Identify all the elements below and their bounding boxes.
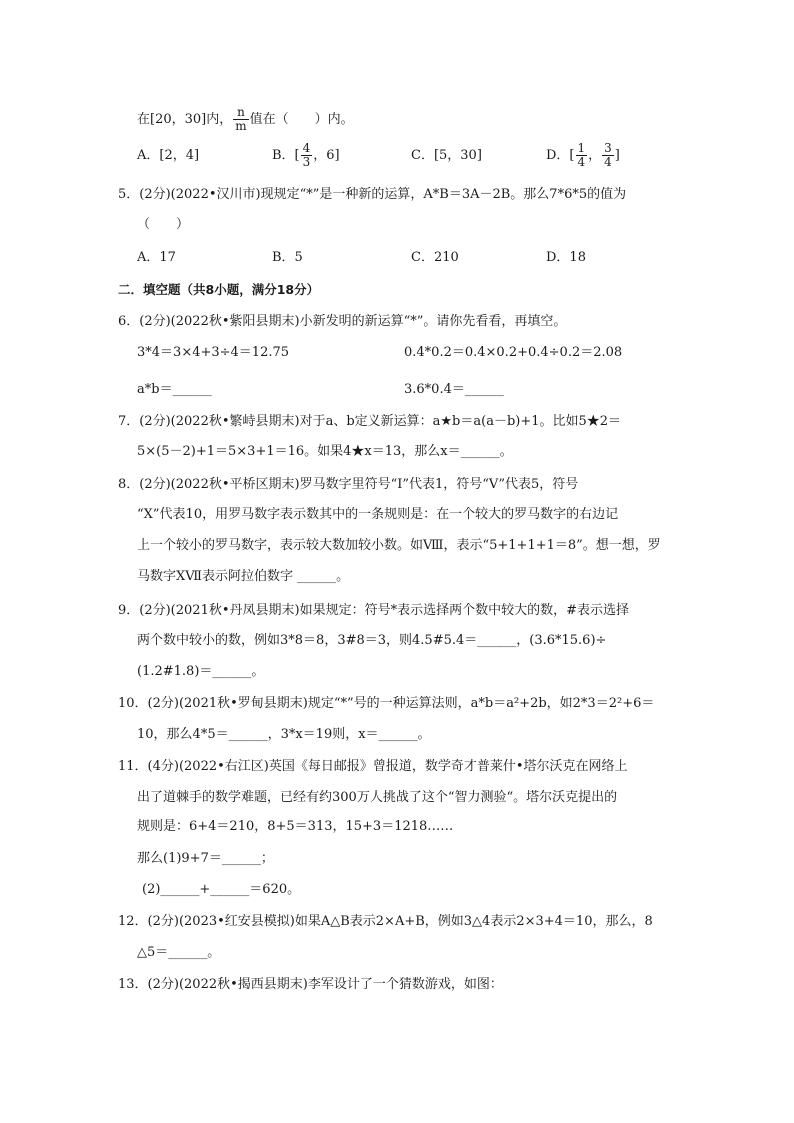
q4-option-d[interactable] bbox=[546, 142, 620, 169]
q10-line-2: 10，那么4*5＝______，3*x＝19则，x＝______。 bbox=[137, 727, 431, 742]
q5-option-b-label: B．5 bbox=[272, 250, 303, 265]
q4-option-b-den: 3 bbox=[302, 155, 311, 169]
q4-option-b-num: 4 bbox=[302, 141, 311, 155]
q8-line-4: 马数字ⅩⅦ表示阿拉伯数字 ______。 bbox=[137, 569, 350, 584]
q11-line-4: 那么(1)9+7＝______； bbox=[137, 851, 274, 866]
q5-option-d[interactable] bbox=[546, 248, 586, 268]
q12-line-2: △5＝______。 bbox=[137, 945, 221, 960]
q4-text-prefix: 在[20，30]内， bbox=[137, 112, 233, 127]
q8-line-2: “Ⅹ”代表10，用罗马数字表示数其中的一条规则是：在一个较大的罗马数字的右边记 bbox=[137, 507, 619, 522]
q4-option-d-suffix: ] bbox=[614, 148, 620, 163]
q4-option-d-num1: 1 bbox=[577, 141, 586, 155]
q4-frac-den: m bbox=[235, 119, 247, 133]
q4-stem-tail bbox=[137, 106, 354, 133]
q11-line-1: 11．(4分)(2022•右江区)英国《每日邮报》曾报道，数学奇才普莱什•塔尔沃克在网络上 bbox=[118, 759, 628, 774]
q4-option-d-den2: 4 bbox=[604, 155, 612, 169]
q5-option-c-label: C．210 bbox=[411, 250, 459, 265]
q4-option-d-prefix: D．[ bbox=[546, 148, 575, 163]
q4-option-b[interactable] bbox=[272, 142, 340, 169]
q6-stem: 6．(2分)(2022秋•紫阳县期末)小新发明的新运算“*”。请你先看看，再填空。 bbox=[118, 314, 567, 329]
q7-line-1: 7．(2分)(2022秋•繁峙县期末)对于a、b定义新运算：a★b＝a(a－b)+1。比如5★2＝ bbox=[118, 414, 622, 429]
q10-line-1: 10．(2分)(2021秋•罗甸县期末)规定“*”号的一种运算法则，a*b＝a²+2b，如2*3＝2²+6＝ bbox=[118, 696, 655, 711]
q5-option-a-label: A．17 bbox=[137, 250, 176, 265]
q4-option-d-fraction-1 bbox=[576, 142, 588, 169]
q8-line-3: 上一个较小的罗马数字，表示较大数加较小数。如Ⅷ，表示“5+1+1+1＝8”。想一想，罗 bbox=[137, 538, 661, 553]
q4-option-d-fraction-2 bbox=[602, 142, 614, 169]
q4-option-b-prefix: B．[ bbox=[272, 148, 300, 163]
q4-option-b-suffix: ，6] bbox=[313, 148, 340, 163]
q11-line-5: (2)______+______＝620。 bbox=[142, 882, 301, 897]
q6-example-left: 3*4＝3×4+3÷4＝12.75 bbox=[137, 345, 290, 360]
q4-option-c[interactable] bbox=[411, 146, 482, 166]
q5-option-b[interactable] bbox=[272, 248, 303, 268]
q4-fraction-n-over-m bbox=[233, 106, 248, 133]
q4-option-a-label: A．[2，4] bbox=[137, 148, 200, 163]
q4-option-b-fraction bbox=[301, 142, 313, 169]
q6-blank-right[interactable]: 3.6*0.4＝______ bbox=[404, 382, 504, 397]
q9-line-2: 两个数中较小的数，例如3*8＝8，3#8＝3，则4.5#5.4＝______，(3.6*15.6)÷ bbox=[137, 633, 607, 648]
q6-blank-left[interactable]: a*b＝______ bbox=[137, 382, 212, 397]
q7-line-2: 5×(5－2)+1＝5×3+1＝16。如果4★x＝13，那么x＝______。 bbox=[137, 444, 513, 459]
q5-stem: 5．(2分)(2022•汉川市)现规定“*”是一种新的运算，A*B＝3A－2B。那么7*6*5的值为 bbox=[118, 187, 627, 202]
q4-option-d-mid: ， bbox=[588, 148, 602, 163]
q4-text-suffix: 值在（ ）内。 bbox=[249, 112, 354, 127]
q13-line-1: 13．(2分)(2022秋•揭西县期末)李军设计了一个猜数游戏，如图： bbox=[118, 977, 503, 992]
q5-blank-paren: （ ） bbox=[137, 217, 190, 232]
q4-option-c-label: C．[5，30] bbox=[411, 148, 482, 163]
q4-option-d-num2: 3 bbox=[604, 141, 612, 155]
q5-option-c[interactable] bbox=[411, 248, 459, 268]
q11-line-3: 规则是：6+4＝210，8+5＝313，15+3＝1218…… bbox=[137, 819, 454, 834]
q4-frac-num: n bbox=[233, 106, 248, 120]
q4-option-d-den1: 4 bbox=[577, 155, 586, 169]
q5-option-a[interactable] bbox=[137, 248, 176, 268]
q6-example-right: 0.4*0.2＝0.4×0.2+0.4÷0.2＝2.08 bbox=[404, 345, 623, 360]
q12-line-1: 12．(2分)(2023•红安县模拟)如果A△B表示2×A+B，例如3△4表示2×3+4＝10，那么，8 bbox=[118, 914, 653, 929]
q9-line-1: 9．(2分)(2021秋•丹凤县期末)如果规定：符号*表示选择两个数中较大的数，#表示选择 bbox=[118, 603, 629, 618]
q4-option-a[interactable] bbox=[137, 146, 199, 166]
section-heading-fill-in: 二．填空题（共8小题，满分18分） bbox=[118, 282, 320, 297]
q5-option-d-label: D．18 bbox=[546, 250, 586, 265]
q9-line-3: (1.2#1.8)＝______。 bbox=[137, 664, 265, 679]
q8-line-1: 8．(2分)(2022秋•平桥区期末)罗马数字里符号“Ⅰ”代表1，符号“Ⅴ”代表5，符号 bbox=[118, 477, 579, 492]
q11-line-2: 出了道棘手的数学难题，已经有约300万人挑战了这个“智力测验“。塔尔沃克提出的 bbox=[137, 790, 618, 805]
